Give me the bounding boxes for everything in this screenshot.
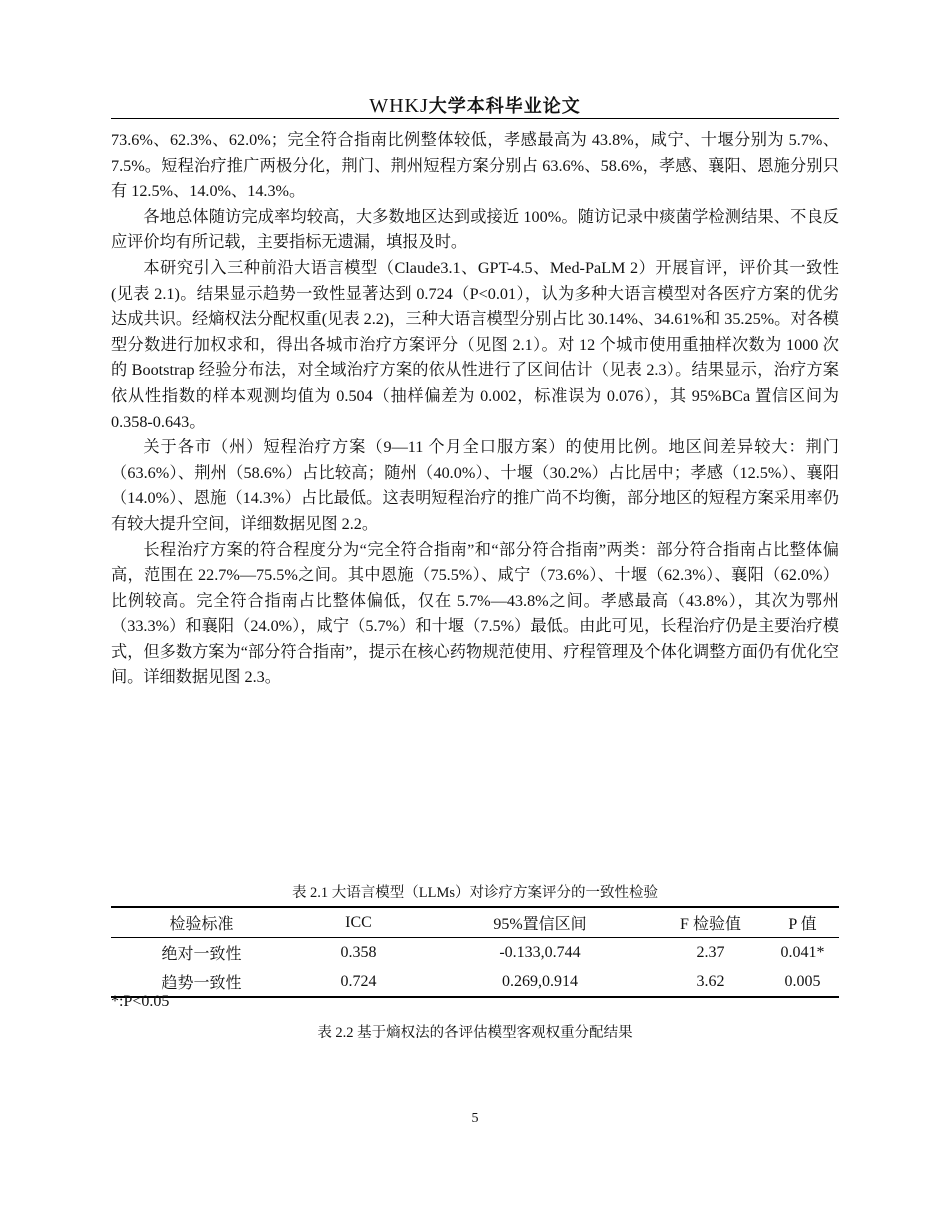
paragraph: 长程治疗方案的符合程度分为“完全符合指南”和“部分符合指南”两类：部分符合指南占比整体偏高，范围在 22.7%—75.5%之间。其中恩施（75.5%）、咸宁（73.6%）、十堰（62.3%）、襄阳（62.0%）比例较高。完全符合指南占比整体偏低，仅在 5.7%—43.8%之间。孝感最高（43.8%），其次为鄂州（33.3%）和襄阳（24.0%），咸宁（5.7%）和十堰（7.5%）最低。由此可见，长程治疗仍是主要治疗模式，但多数方案为“部分符合指南”，提示在核心药物规范使用、疗程管理及个体化调整方面仍有优化空间。详细数据见图 2.3。 [111,540,839,687]
paragraph: 本研究引入三种前沿大语言模型（Claude3.1、GPT-4.5、Med-PaLM 2）开展盲评，评价其一致性(见表 2.1)。结果显示趋势一致性显著达到 0.724（P<0.01），认为多种大语言模型对各医疗方案的优劣达成共识。经熵权法分配权重(见表 2.2)，三种大语言模型分别占比 30.14%、34.61%和 35.25%。对各模型分数进行加权求和，得出各城市治疗方案评分（见图 2.1）。对 12 个城市使用重抽样次数为 1000 次的 Bootstrap 经验分布法，对全域治疗方案的依从性进行了区间估计（见表 2.3）。结果显示，治疗方案依从性指数的样本观测均值为 0.504（抽样偏差为 0.002，标准误为 0.076），其 95%BCa 置信区间为 0.358-0.643。 [111,258,839,431]
col-header: P 值 [788,916,817,933]
table-cell: 0.724 [340,972,377,990]
table-cell: 3.62 [696,972,725,990]
table-cell: 0.269,0.914 [502,972,578,990]
table-cell: 2.37 [696,943,725,961]
paragraph: 关于各市（州）短程治疗方案（9—11 个月全口服方案）的使用比例。地区间差异较大：荆门（63.6%）、荆州（58.6%）占比较高；随州（40.0%）、十堰（30.2%）占比居中；孝感（12.5%）、襄阳（14.0%）、恩施（14.3%）占比最低。这表明短程治疗的推广尚不均衡，部分地区的短程方案采用率仍有较大提升空间，详细数据见图 2.2。 [111,438,839,533]
table-cell: -0.133,0.744 [499,943,581,961]
body-text [111,128,839,691]
col-header: ICC [345,913,372,931]
table-row [111,967,839,997]
table-cell: 趋势一致性 [161,975,242,992]
table-cell: 0.358 [340,943,377,961]
table-2-2-caption: 表 2.2 基于熵权法的各评估模型客观权重分配结果 [317,1025,633,1041]
table-2-1-caption: 表 2.1 大语言模型（LLMs）对诊疗方案评分的一致性检验 [291,885,659,901]
table-cell: 0.041* [780,943,825,961]
table-2-1 [111,906,839,998]
header-latin: WHKJ [369,95,429,117]
header-rule [111,118,839,119]
table-row [111,938,839,968]
col-header: 检验标准 [169,916,234,933]
col-header: 95%置信区间 [493,916,587,933]
paragraph: 各地总体随访完成率均较高，大多数地区达到或接近 100%。随访记录中痰菌学检测结果、不良反应评价均有所记载，主要指标无遗漏，填报及时。 [111,207,839,252]
table-note: *:P<0.05 [111,993,170,1010]
page-number: 5 [471,1111,479,1126]
header-cn: 大学本科毕业论文 [428,96,581,117]
table-cell: 0.005 [784,972,821,990]
running-header [0,92,950,118]
paragraph: 73.6%、62.3%、62.0%；完全符合指南比例整体较低，孝感最高为 43.8%，咸宁、十堰分别为 5.7%、7.5%。短程治疗推广两极分化，荆门、荆州短程方案分别占 63.6%、58.6%，孝感、襄阳、恩施分别只有 12.5%、14.0%、14.3%。 [111,131,839,201]
table-cell: 绝对一致性 [161,946,242,963]
table-header-row [111,907,839,938]
col-header: F 检验值 [680,916,741,933]
